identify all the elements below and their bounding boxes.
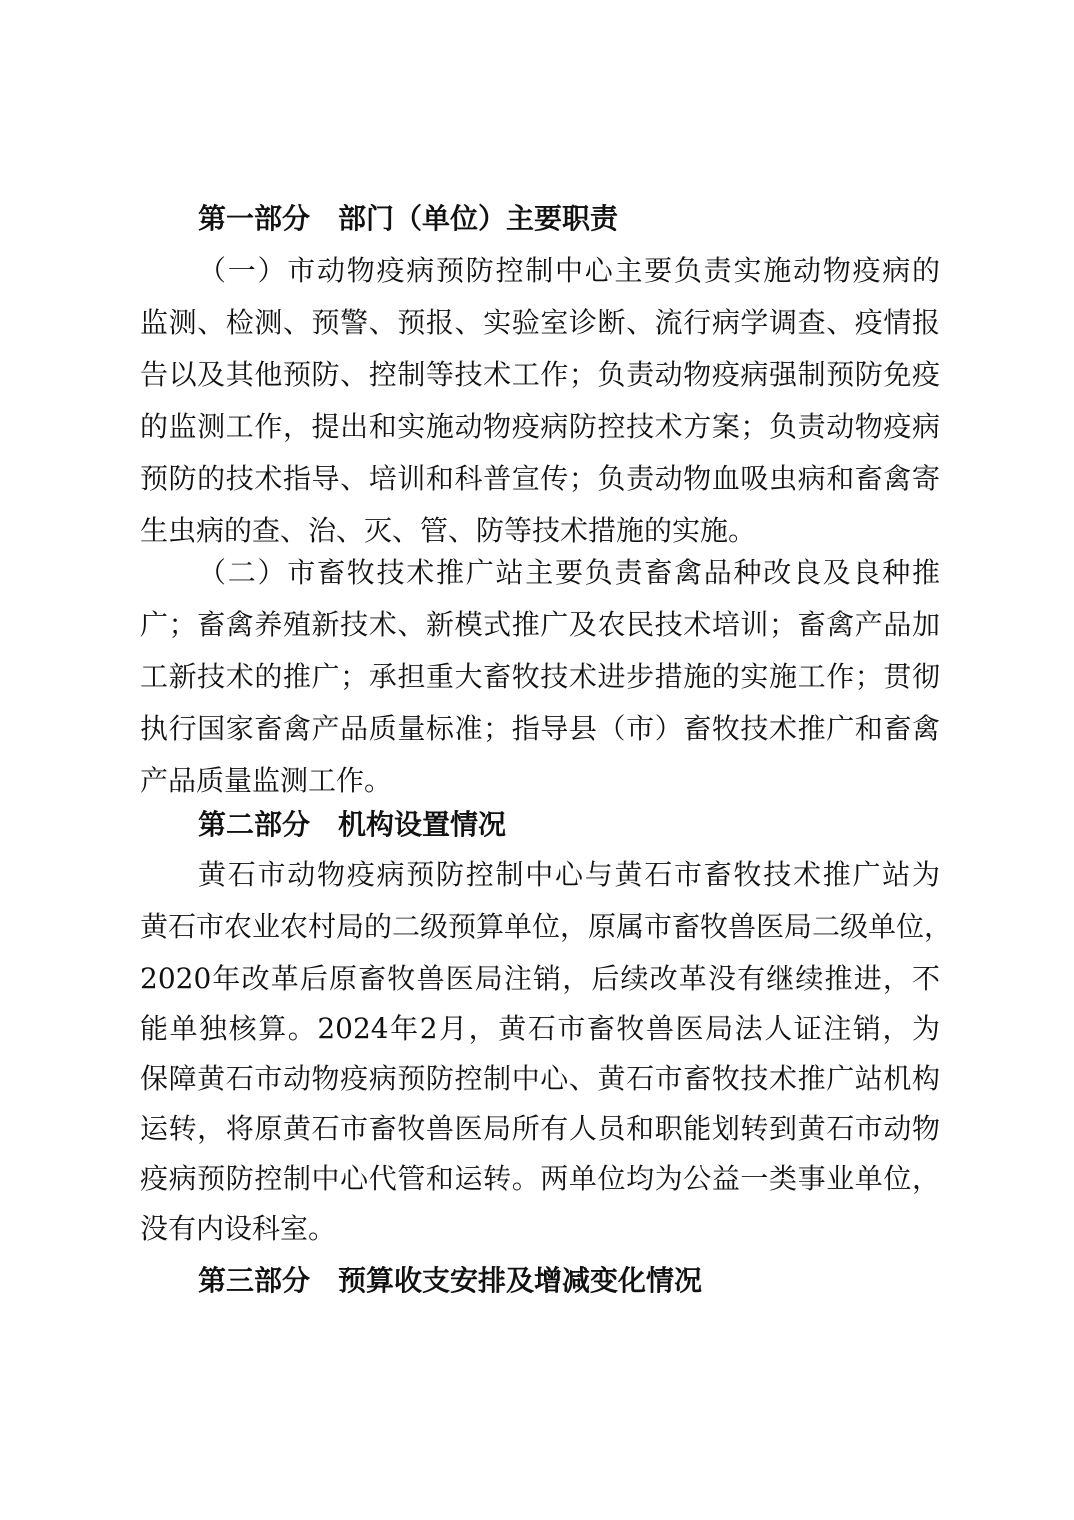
paragraph-line: 的监测工作，提出和实施动物疫病防控技术方案；负责动物疫病 — [140, 410, 940, 443]
paragraph-line: 执行国家畜禽产品质量标准；指导县（市）畜牧技术推广和畜禽 — [140, 712, 940, 745]
paragraph-line: 运转，将原黄石市畜牧兽医局所有人员和职能划转到黄石市动物 — [140, 1112, 940, 1145]
paragraph-line: 告以及其他预防、控制等技术工作；负责动物疫病强制预防免疫 — [140, 358, 940, 391]
paragraph-line: （二）市畜牧技术推广站主要负责畜禽品种改良及良种推 — [198, 556, 940, 589]
section-heading-3: 第三部分 预算收支安排及增减变化情况 — [198, 1264, 703, 1297]
paragraph-line: 疫病预防控制中心代管和运转。两单位均为公益一类事业单位， — [140, 1162, 940, 1195]
paragraph-line: 产品质量监测工作。 — [140, 764, 393, 797]
paragraph-line: 工新技术的推广；承担重大畜牧技术进步措施的实施工作；贯彻 — [140, 660, 940, 693]
section-heading-2: 第二部分 机构设置情况 — [198, 808, 507, 841]
paragraph-line: （一）市动物疫病预防控制中心主要负责实施动物疫病的 — [198, 254, 940, 287]
paragraph-line: 生虫病的查、治、灭、管、防等技术措施的实施。 — [140, 514, 757, 547]
paragraph-line: 能单独核算。2024年2月，黄石市畜牧兽医局法人证注销，为 — [140, 1012, 940, 1045]
paragraph-line: 保障黄石市动物疫病预防控制中心、黄石市畜牧技术推广站机构 — [140, 1062, 940, 1095]
paragraph-line: 没有内设科室。 — [140, 1212, 337, 1245]
paragraph-line: 黄石市农业农村局的二级预算单位，原属市畜牧兽医局二级单位， — [140, 910, 953, 943]
paragraph-line: 广；畜禽养殖新技术、新模式推广及农民技术培训；畜禽产品加 — [140, 608, 940, 641]
section-heading-1: 第一部分 部门（单位）主要职责 — [198, 202, 619, 235]
paragraph-line: 预防的技术指导、培训和科普宣传；负责动物血吸虫病和畜禽寄 — [140, 462, 940, 495]
paragraph-line: 监测、检测、预警、预报、实验室诊断、流行病学调查、疫情报 — [140, 306, 940, 339]
paragraph-line: 黄石市动物疫病预防控制中心与黄石市畜牧技术推广站为 — [198, 858, 940, 891]
paragraph-line: 2020年改革后原畜牧兽医局注销，后续改革没有继续推进，不 — [140, 962, 940, 995]
